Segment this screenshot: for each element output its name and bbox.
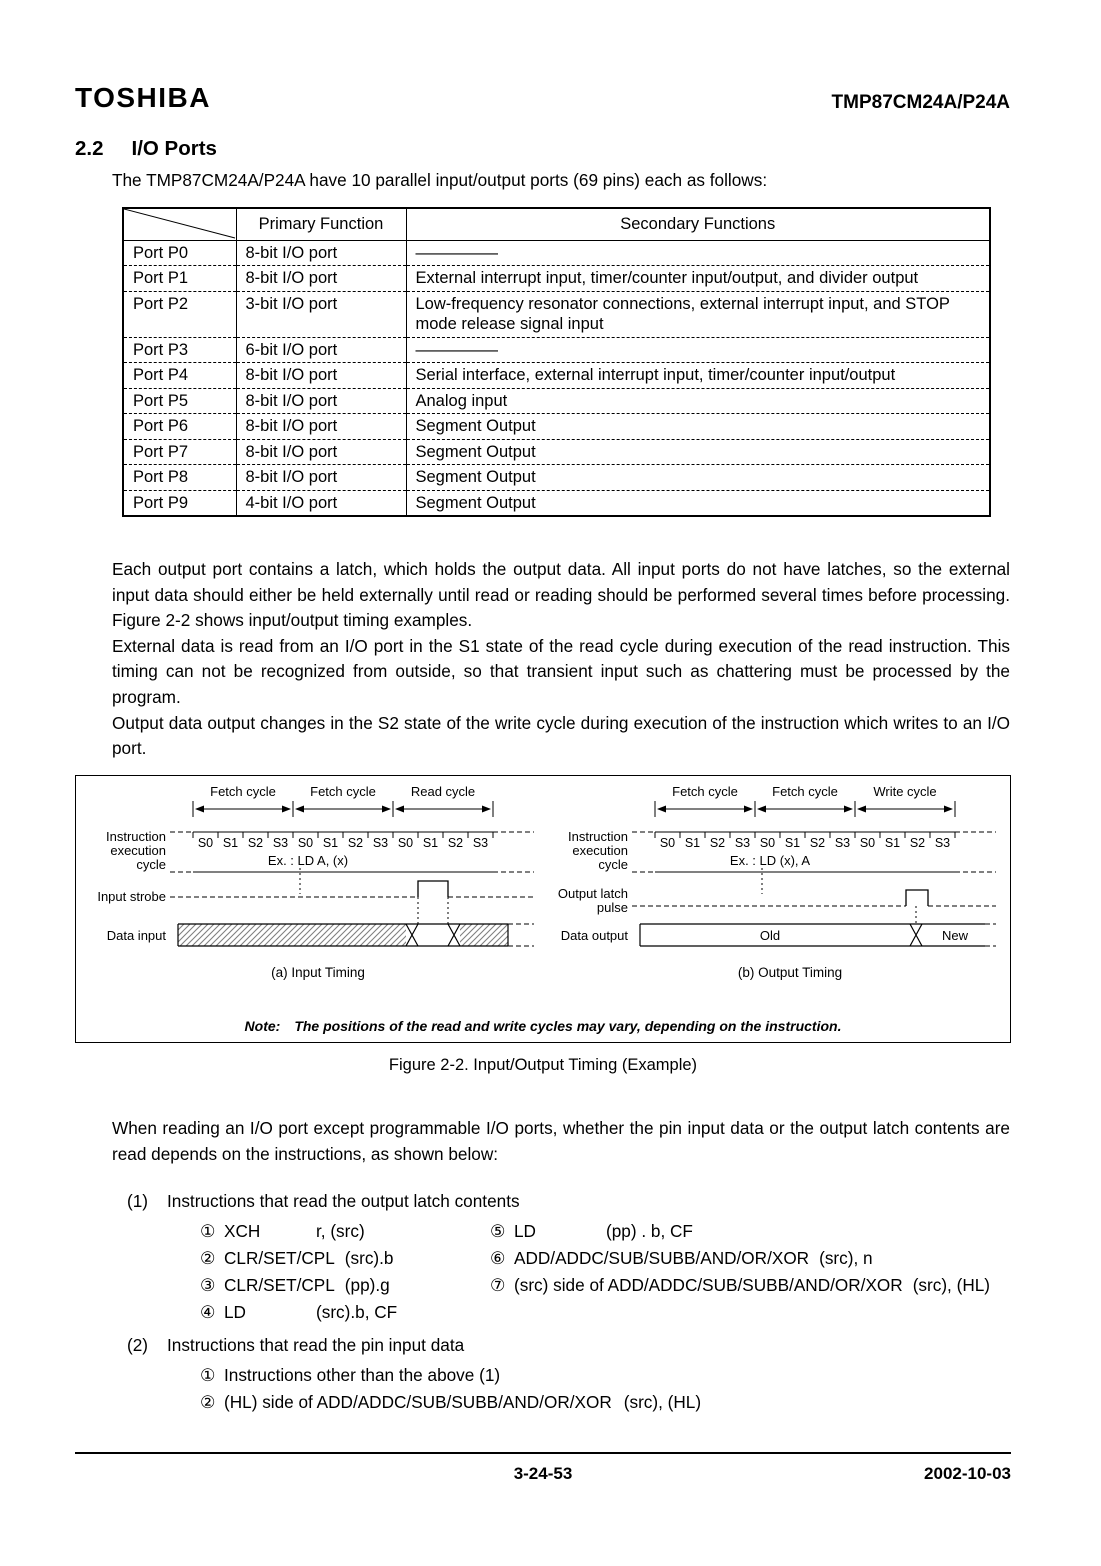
group2-items — [200, 1362, 1027, 1416]
table-header-row — [123, 208, 990, 240]
port-name: Port P1 — [123, 266, 236, 292]
group2-title: Instructions that read the pin input data — [167, 1335, 465, 1355]
exec-cycle-label: cycle — [598, 857, 628, 872]
item-operand: (pp) . b, CF — [606, 1221, 693, 1241]
s-state-label: S1 — [422, 836, 439, 850]
s-state-label: S1 — [884, 836, 901, 850]
s-state-label: S2 — [809, 836, 826, 850]
section-number: 2.2 — [75, 137, 104, 160]
data-input-label: Data input — [106, 928, 166, 943]
table-row — [123, 240, 990, 266]
group1-title: Instructions that read the output latch contents — [167, 1191, 520, 1211]
table-row — [123, 414, 990, 440]
s-state-label: S2 — [247, 836, 264, 850]
primary-function: 4-bit I/O port — [236, 490, 406, 516]
port-name: Port P5 — [123, 388, 236, 414]
table-row — [123, 490, 990, 516]
exec-cycle-label: execution — [110, 843, 166, 858]
item-operand: (src), n — [819, 1248, 873, 1268]
group1-heading — [127, 1188, 1027, 1215]
primary-function: 8-bit I/O port — [236, 465, 406, 491]
secondary-function: External interrupt input, timer/counter input/output, and divider output — [406, 266, 990, 292]
footer-date: 2002-10-03 — [924, 1464, 1011, 1483]
item-operand: (src), (HL) — [623, 1392, 702, 1412]
cycle-label: Fetch cycle — [772, 784, 838, 799]
output-timing-diagram — [540, 784, 1006, 984]
item-number: ④ — [200, 1302, 216, 1322]
item-mnemonic: ADD/ADDC/SUB/SUBB/AND/OR/XOR — [514, 1248, 810, 1268]
footer-rule — [75, 1452, 1011, 1454]
s-state-label: S3 — [272, 836, 289, 850]
data-input-waveform — [178, 924, 534, 946]
exec-cycle-label: Instruction — [568, 829, 628, 844]
s-state-label: S1 — [784, 836, 801, 850]
cycle-label: Fetch cycle — [672, 784, 738, 799]
s-state-label: S0 — [659, 836, 676, 850]
group2-heading — [127, 1332, 1027, 1359]
item-mnemonic: (src) side of ADD/ADDC/SUB/SUBB/AND/OR/XOR — [514, 1275, 903, 1295]
s-state-label: S2 — [709, 836, 726, 850]
secondary-function: ————— — [415, 243, 498, 262]
table-row — [123, 388, 990, 414]
input-strobe-waveform — [170, 881, 534, 924]
group1-number: (1) — [127, 1191, 149, 1211]
primary-function: 8-bit I/O port — [236, 388, 406, 414]
exec-cycle-label: Instruction — [106, 829, 166, 844]
reading-note-paragraph: When reading an I/O port except programmable I/O ports, whether the pin input data or the output latch contents are read depends on the instructions, as shown below: — [112, 1118, 1010, 1164]
section-title: I/O Ports — [131, 137, 217, 160]
toshiba-logo: TOSHIBA — [75, 82, 211, 113]
item-text: Instructions other than the above (1) — [224, 1365, 501, 1385]
figure-note — [76, 1018, 1010, 1034]
note-text: The positions of the read and write cycles may vary, depending on the instruction. — [294, 1018, 842, 1034]
instruction-item — [200, 1245, 490, 1272]
s-state-label: S2 — [347, 836, 364, 850]
table-row — [123, 465, 990, 491]
secondary-function: Segment Output — [406, 439, 990, 465]
cycle-span-arrows — [655, 801, 955, 817]
table-row — [123, 439, 990, 465]
port-name: Port P6 — [123, 414, 236, 440]
secondary-function: Segment Output — [406, 414, 990, 440]
s-state-label: S0 — [759, 836, 776, 850]
io-ports-table-wrap — [122, 207, 1101, 517]
s-state-label: S1 — [322, 836, 339, 850]
instruction-item — [200, 1389, 1027, 1416]
instruction-item — [200, 1362, 1027, 1389]
secondary-function: Serial interface, external interrupt input, timer/counter input/output — [406, 363, 990, 389]
paragraph: Output data output changes in the S2 state of the write cycle during execution of the instruction which writes to an I/O port. — [112, 712, 1010, 759]
table-row — [123, 291, 990, 337]
paragraph: External data is read from an I/O port in the S1 state of the read cycle during execution of the read instruction. This timing can not be recognized from outside, so that transient input such as chattering must be processed by the program. — [112, 635, 1010, 707]
s-state-label: S1 — [222, 836, 239, 850]
item-operand: (pp).g — [344, 1275, 390, 1295]
primary-function: 8-bit I/O port — [236, 414, 406, 440]
item-number: ⑦ — [490, 1275, 506, 1295]
io-ports-table — [122, 207, 991, 517]
body-paragraphs — [112, 557, 1010, 762]
table-row — [123, 337, 990, 363]
item-number: ① — [200, 1365, 216, 1385]
section-intro: The TMP87CM24A/P24A have 10 parallel input/output ports (69 pins) each as follows: — [112, 170, 768, 190]
instruction-item — [200, 1299, 490, 1326]
data-new-label: New — [941, 928, 969, 943]
item-mnemonic: CLR/SET/CPL — [224, 1275, 335, 1295]
item-number: ⑤ — [490, 1221, 506, 1241]
item-operand: r, (src) — [316, 1221, 365, 1241]
table-corner-cell — [123, 208, 236, 240]
instruction-example: Ex. : LD (x), A — [729, 853, 811, 868]
group2-number: (2) — [127, 1335, 149, 1355]
cycle-label: Fetch cycle — [210, 784, 276, 799]
col-header-secondary: Secondary Functions — [406, 208, 990, 240]
item-number: ③ — [200, 1275, 216, 1295]
item-number: ⑥ — [490, 1248, 506, 1268]
port-name: Port P2 — [123, 291, 236, 337]
cycle-label: Write cycle — [873, 784, 937, 799]
primary-function: 8-bit I/O port — [236, 363, 406, 389]
table-row — [123, 266, 990, 292]
primary-function: 3-bit I/O port — [236, 291, 406, 337]
cycle-span-arrows — [193, 801, 493, 817]
s-state-label: S2 — [909, 836, 926, 850]
item-number: ② — [200, 1392, 216, 1412]
input-strobe-label: Input strobe — [97, 889, 166, 904]
item-operand: (src).b — [344, 1248, 394, 1268]
item-mnemonic: CLR/SET/CPL — [224, 1248, 335, 1268]
group1-items — [200, 1218, 1027, 1326]
col-header-primary: Primary Function — [236, 208, 406, 240]
figure-caption: Figure 2-2. Input/Output Timing (Example) — [388, 1056, 698, 1074]
document-id: TMP87CM24A/P24A — [831, 92, 1010, 113]
group1-left-column — [200, 1218, 490, 1326]
secondary-function: ————— — [406, 337, 990, 363]
output-latch-label: pulse — [596, 900, 628, 915]
exec-cycle-label: cycle — [136, 857, 166, 872]
group1-right-column — [490, 1218, 1027, 1326]
s-state-label: S3 — [472, 836, 489, 850]
port-name: Port P8 — [123, 465, 236, 491]
item-text: (HL) side of ADD/ADDC/SUB/SUBB/AND/OR/XOR — [224, 1392, 612, 1412]
instruction-item — [490, 1272, 1027, 1299]
instruction-example: Ex. : LD A, (x) — [267, 853, 349, 868]
s-state-label: S3 — [834, 836, 851, 850]
output-latch-waveform — [632, 890, 996, 924]
s-state-label: S0 — [197, 836, 214, 850]
secondary-function: Segment Output — [406, 490, 990, 516]
s-state-label: S3 — [934, 836, 951, 850]
secondary-function: Segment Output — [406, 465, 990, 491]
item-operand: (src).b, CF — [316, 1302, 398, 1322]
primary-function: 8-bit I/O port — [236, 439, 406, 465]
table-row — [123, 363, 990, 389]
s-state-label: S1 — [684, 836, 701, 850]
instruction-lists — [127, 1188, 1027, 1420]
item-mnemonic: LD — [514, 1221, 536, 1241]
page-number: 3-24-53 — [513, 1464, 573, 1483]
s-state-label: S3 — [734, 836, 751, 850]
note-label: Note: — [244, 1018, 281, 1034]
primary-function: 8-bit I/O port — [236, 266, 406, 292]
s-state-label: S0 — [297, 836, 314, 850]
input-timing-diagram — [78, 784, 544, 984]
cycle-label: Fetch cycle — [310, 784, 376, 799]
port-name: Port P9 — [123, 490, 236, 516]
port-name: Port P0 — [123, 240, 236, 266]
data-old-label: Old — [759, 928, 781, 943]
item-mnemonic: XCH — [224, 1221, 261, 1241]
section-heading — [75, 137, 217, 161]
instruction-item — [200, 1272, 490, 1299]
s-state-label: S0 — [859, 836, 876, 850]
item-number: ① — [200, 1221, 216, 1241]
item-mnemonic: LD — [224, 1302, 246, 1322]
secondary-function: Low-frequency resonator connections, external interrupt input, and STOP mode release signal input — [406, 291, 990, 337]
footer — [75, 1464, 1011, 1484]
item-operand: (src), (HL) — [912, 1275, 991, 1295]
output-latch-label: Output latch — [557, 886, 628, 901]
s-state-label: S2 — [447, 836, 464, 850]
port-name: Port P4 — [123, 363, 236, 389]
port-name: Port P7 — [123, 439, 236, 465]
instruction-item — [200, 1218, 490, 1245]
s-state-label: S3 — [372, 836, 389, 850]
figure-2-2-box — [75, 775, 1011, 1043]
secondary-function: Analog input — [406, 388, 990, 414]
item-number: ② — [200, 1248, 216, 1268]
port-name: Port P3 — [123, 337, 236, 363]
cycle-label: Read cycle — [410, 784, 476, 799]
primary-function: 8-bit I/O port — [236, 240, 406, 266]
instruction-item — [490, 1245, 1027, 1272]
paragraph: Each output port contains a latch, which holds the output data. All input ports do not have latches, so the external input data should either be held externally until read or reading should be performed several times before processing. Figure 2-2 shows input/output timing examples. — [112, 559, 1010, 631]
primary-function: 6-bit I/O port — [236, 337, 406, 363]
instruction-item — [490, 1218, 1027, 1245]
s-state-label: S0 — [397, 836, 414, 850]
data-output-label: Data output — [560, 928, 628, 943]
exec-cycle-label: execution — [572, 843, 628, 858]
subfigure-a-caption: (a) Input Timing — [271, 965, 365, 980]
subfigure-b-caption: (b) Output Timing — [737, 965, 843, 980]
